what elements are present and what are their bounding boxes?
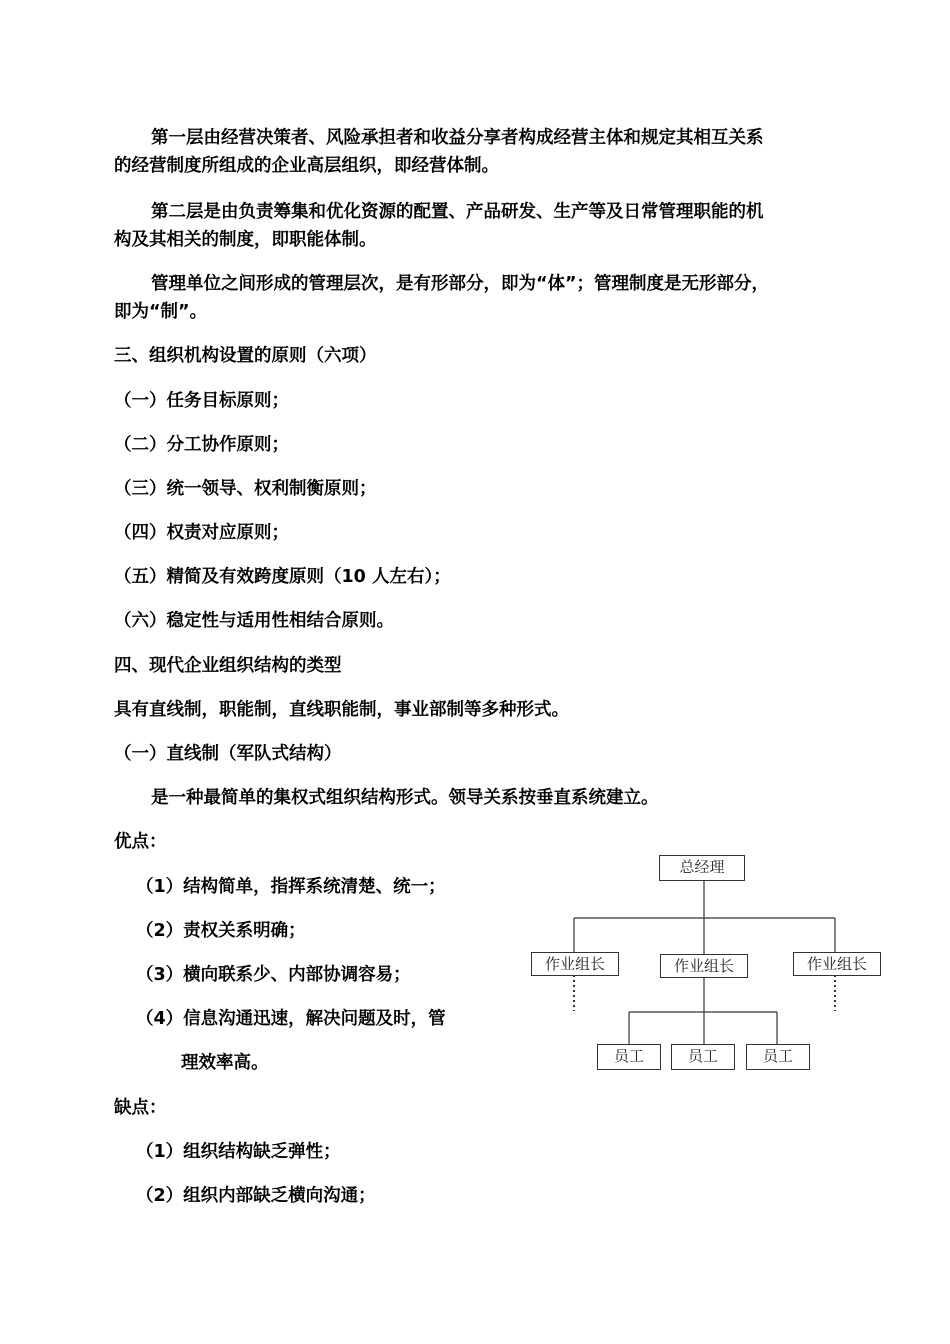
- pro-item: （1）结构简单，指挥系统清楚、统一；: [136, 877, 446, 897]
- org-node-team-leader: 作业组长: [793, 952, 881, 976]
- section-4-intro: 具有直线制，职能制，直线职能制，事业部制等多种形式。: [114, 700, 569, 720]
- paragraph-2-line-2: 构及其相关的制度，即职能体制。: [114, 230, 377, 250]
- principle-item: （五）精简及有效跨度原则（10 人左右）；: [114, 567, 451, 587]
- org-node-team-leader: 作业组长: [660, 954, 748, 978]
- paragraph-2-line-1: 第二层是由负责筹集和优化资源的配置、产品研发、生产等及日常管理职能的机: [151, 202, 764, 222]
- org-chart: [525, 845, 895, 1085]
- org-node-staff: 员工: [746, 1044, 810, 1070]
- principle-item: （二）分工协作原则；: [114, 435, 289, 455]
- pro-item-continued: 理效率高。: [181, 1053, 269, 1073]
- principle-item: （四）权责对应原则；: [114, 523, 289, 543]
- section-4-heading: 四、现代企业组织结构的类型: [114, 656, 342, 676]
- principle-item: （六）稳定性与适用性相结合原则。: [114, 611, 394, 631]
- pro-item: （3）横向联系少、内部协调容易；: [136, 965, 411, 985]
- section-3-heading: 三、组织机构设置的原则（六项）: [114, 346, 377, 366]
- cons-label: 缺点：: [114, 1098, 167, 1118]
- paragraph-1-line-2: 的经营制度所组成的企业高层组织，即经营体制。: [114, 156, 499, 176]
- pro-item: （4）信息沟通迅速，解决问题及时，管: [136, 1009, 446, 1029]
- org-node-general-manager: 总经理: [659, 855, 745, 881]
- org-node-staff: 员工: [671, 1044, 735, 1070]
- paragraph-1-line-1: 第一层由经营决策者、风险承担者和收益分享者构成经营主体和规定其相互关系: [151, 128, 764, 148]
- subsection-description: 是一种最简单的集权式组织结构形式。领导关系按垂直系统建立。: [151, 788, 659, 808]
- org-node-staff: 员工: [597, 1044, 661, 1070]
- paragraph-3-line-1: 管理单位之间形成的管理层次，是有形部分，即为“体”；管理制度是无形部分，: [151, 274, 770, 294]
- pro-item: （2）责权关系明确；: [136, 921, 306, 941]
- org-node-team-leader: 作业组长: [531, 952, 619, 976]
- pros-label: 优点：: [114, 832, 167, 852]
- principle-item: （三）统一领导、权利制衡原则；: [114, 479, 377, 499]
- subsection-heading: （一）直线制（军队式结构）: [114, 744, 342, 764]
- con-item: （2）组织内部缺乏横向沟通；: [136, 1186, 376, 1206]
- paragraph-3-line-2: 即为“制”。: [114, 302, 208, 322]
- principle-item: （一）任务目标原则；: [114, 391, 289, 411]
- con-item: （1）组织结构缺乏弹性；: [136, 1142, 341, 1162]
